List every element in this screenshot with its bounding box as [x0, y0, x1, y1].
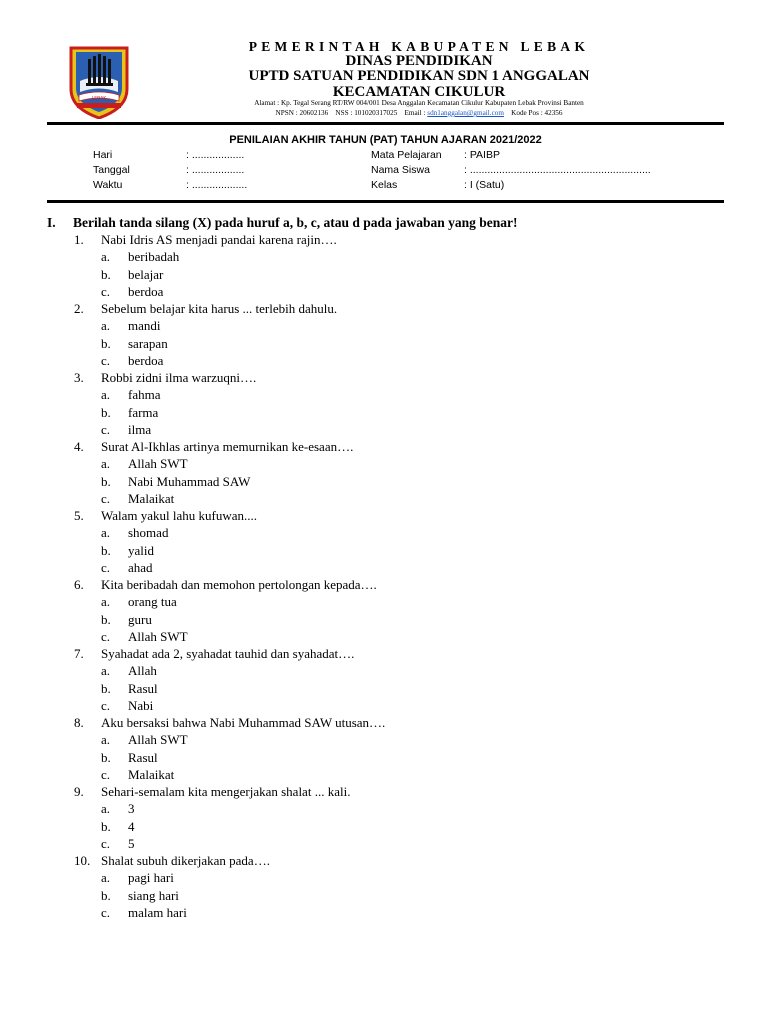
answer-option[interactable] — [101, 750, 158, 766]
day-value: : .................. — [186, 149, 245, 161]
option-letter: a. — [101, 249, 111, 265]
answer-option[interactable] — [101, 698, 153, 714]
question-text: Nabi Idris AS menjadi pandai karena rajin…. — [101, 232, 337, 247]
option-letter: b. — [101, 266, 111, 282]
option-letter: a. — [101, 318, 111, 334]
option-letter: b. — [101, 611, 111, 627]
option-letter: a. — [101, 870, 111, 886]
answer-option[interactable] — [101, 543, 154, 559]
time-value: : ................... — [186, 179, 248, 191]
question-item — [74, 439, 353, 455]
option-letter: b. — [101, 335, 111, 351]
option-text: Allah — [128, 663, 157, 679]
email-link[interactable]: sdn1anggalan@gmail.com — [427, 109, 504, 117]
question-item — [74, 715, 385, 731]
question-item — [74, 577, 377, 593]
answer-option[interactable] — [101, 732, 188, 748]
option-text: Allah SWT — [128, 456, 188, 472]
option-text: malam hari — [128, 904, 187, 920]
option-text: Nabi — [128, 697, 154, 713]
answer-option[interactable] — [101, 905, 187, 921]
option-letter: b. — [101, 680, 111, 696]
question-text: Sehari-semalam kita mengerjakan shalat ... kali. — [101, 784, 351, 799]
question-text: Shalat subuh dikerjakan pada…. — [101, 853, 270, 868]
option-letter: c. — [101, 697, 111, 713]
option-letter: c. — [101, 559, 111, 575]
answer-option[interactable] — [101, 612, 152, 628]
option-text: fahma — [128, 387, 161, 403]
question-item — [74, 232, 337, 248]
option-text: mandi — [128, 318, 161, 334]
option-text: berdoa — [128, 352, 164, 368]
option-text: shomad — [128, 525, 169, 541]
question-number: 3. — [74, 370, 84, 385]
answer-option[interactable] — [101, 284, 163, 300]
option-text: farma — [128, 404, 159, 420]
subject-label: Mata Pelajaran — [371, 149, 442, 161]
option-letter: a. — [101, 387, 111, 403]
option-text: 4 — [128, 818, 135, 834]
option-text: orang tua — [128, 594, 177, 610]
question-number: 7. — [74, 646, 84, 661]
answer-option[interactable] — [101, 525, 168, 541]
question-number: 8. — [74, 715, 84, 730]
day-label: Hari — [93, 149, 113, 161]
option-text: ilma — [128, 421, 152, 437]
option-text: Malaikat — [128, 490, 175, 506]
option-text: 5 — [128, 835, 135, 851]
question-text: Walam yakul lahu kufuwan.... — [101, 508, 257, 523]
option-text: Allah SWT — [128, 732, 188, 748]
option-letter: a. — [101, 456, 111, 472]
option-text: ahad — [128, 559, 153, 575]
option-text: berdoa — [128, 283, 164, 299]
option-text: siang hari — [128, 887, 179, 903]
student-name-label: Nama Siswa — [371, 164, 430, 176]
answer-option[interactable] — [101, 836, 135, 852]
question-item — [74, 853, 270, 869]
section-instruction — [47, 215, 517, 231]
question-item — [74, 784, 350, 800]
question-number: 9. — [74, 784, 84, 799]
option-letter: b. — [101, 404, 111, 420]
option-text: guru — [128, 611, 152, 627]
option-text: sarapan — [128, 335, 168, 351]
question-text: Sebelum belajar kita harus ... terlebih dahulu. — [101, 301, 338, 316]
question-number: 1. — [74, 232, 84, 247]
option-letter: c. — [101, 421, 111, 437]
answer-option[interactable] — [101, 629, 188, 645]
option-letter: a. — [101, 801, 111, 817]
answer-option[interactable] — [101, 491, 174, 507]
answer-option[interactable] — [101, 819, 135, 835]
npsn-text: NPSN : 20602136 — [275, 109, 329, 117]
question-item — [74, 301, 337, 317]
question-text: Surat Al-Ikhlas artinya memurnikan ke-esaan…. — [101, 439, 354, 454]
answer-option[interactable] — [101, 336, 168, 352]
section-number: I. — [47, 215, 56, 230]
nss-text: NSS : 101020317025 — [335, 109, 398, 117]
class-value: : I (Satu) — [464, 179, 505, 191]
answer-option[interactable] — [101, 405, 158, 421]
option-letter: b. — [101, 473, 111, 489]
answer-option[interactable] — [101, 318, 161, 334]
option-text: Allah SWT — [128, 628, 188, 644]
postal-code-text: Kode Pos : 42356 — [511, 109, 563, 117]
student-name-value: : .............................................................. — [464, 164, 651, 176]
option-text: 3 — [128, 801, 135, 817]
option-letter: c. — [101, 904, 111, 920]
letterhead-district: KECAMATAN CIKULUR — [332, 84, 506, 100]
answer-option[interactable] — [101, 870, 174, 886]
option-letter: c. — [101, 490, 111, 506]
option-text: Nabi Muhammad SAW — [128, 473, 251, 489]
answer-option[interactable] — [101, 387, 160, 403]
letterhead-address: Alamat : Kp. Tegal Serang RT/RW 004/001 Desa Anggalan Kecamatan Cikulur Kabupaten Lebak Provinsi Banten — [254, 99, 584, 107]
option-letter: a. — [101, 732, 111, 748]
answer-option[interactable] — [101, 801, 135, 817]
option-letter: a. — [101, 663, 111, 679]
option-letter: a. — [101, 594, 111, 610]
letterhead-school: UPTD SATUAN PENDIDIKAN SDN 1 ANGGALAN — [248, 68, 590, 84]
option-text: beribadah — [128, 249, 180, 265]
answer-option[interactable] — [101, 249, 179, 265]
question-item — [74, 646, 354, 662]
question-text: Kita beribadah dan memohon pertolongan kepada…. — [101, 577, 377, 592]
question-item — [74, 370, 256, 386]
question-number: 10. — [74, 853, 91, 868]
letterhead-divider — [47, 122, 724, 125]
time-label: Waktu — [93, 179, 123, 191]
answer-option[interactable] — [101, 422, 151, 438]
answer-option[interactable] — [101, 888, 179, 904]
answer-option[interactable] — [101, 663, 157, 679]
question-number: 2. — [74, 301, 84, 316]
option-text: pagi hari — [128, 870, 174, 886]
question-text: Syahadat ada 2, syahadat tauhid dan syahadat…. — [101, 646, 355, 661]
info-divider — [47, 200, 724, 203]
answer-option[interactable] — [101, 267, 163, 283]
option-letter: b. — [101, 542, 111, 558]
question-number: 6. — [74, 577, 84, 592]
option-letter: b. — [101, 818, 111, 834]
question-item — [74, 508, 257, 524]
answer-option[interactable] — [101, 560, 153, 576]
option-text: Rasul — [128, 749, 158, 765]
lebak-regency-logo — [68, 45, 130, 119]
option-letter: c. — [101, 766, 111, 782]
option-text: Malaikat — [128, 766, 175, 782]
option-letter: c. — [101, 628, 111, 644]
question-number: 4. — [74, 439, 84, 454]
answer-option[interactable] — [101, 767, 174, 783]
answer-option[interactable] — [101, 681, 158, 697]
section-instruction-text: Berilah tanda silang (X) pada huruf a, b, c, atau d pada jawaban yang benar! — [73, 215, 518, 230]
option-letter: b. — [101, 749, 111, 765]
question-number: 5. — [74, 508, 84, 523]
logo-banner-text: LEBAK — [91, 96, 107, 102]
option-text: Rasul — [128, 680, 158, 696]
letterhead-agency: DINAS PENDIDIKAN — [345, 53, 493, 69]
option-letter: b. — [101, 887, 111, 903]
exam-title: PENILAIAN AKHIR TAHUN (PAT) TAHUN AJARAN 2021/2022 — [229, 134, 542, 146]
answer-option[interactable] — [101, 474, 250, 490]
answer-option[interactable] — [101, 456, 188, 472]
option-letter: c. — [101, 352, 111, 368]
option-letter: a. — [101, 525, 111, 541]
answer-option[interactable] — [101, 353, 163, 369]
date-label: Tanggal — [93, 164, 130, 176]
date-value: : .................. — [186, 164, 245, 176]
option-letter: c. — [101, 283, 111, 299]
subject-value: : PAIBP — [464, 149, 500, 161]
question-text: Robbi zidni ilma warzuqni…. — [101, 370, 257, 385]
class-label: Kelas — [371, 179, 398, 191]
letterhead-identifiers — [130, 109, 708, 117]
question-text: Aku bersaksi bahwa Nabi Muhammad SAW utusan…. — [101, 715, 386, 730]
option-text: belajar — [128, 266, 164, 282]
letterhead-government: PEMERINTAH KABUPATEN LEBAK — [248, 39, 590, 54]
email-label: Email : — [404, 109, 426, 117]
option-text: yalid — [128, 542, 154, 558]
option-letter: c. — [101, 835, 111, 851]
answer-option[interactable] — [101, 594, 177, 610]
